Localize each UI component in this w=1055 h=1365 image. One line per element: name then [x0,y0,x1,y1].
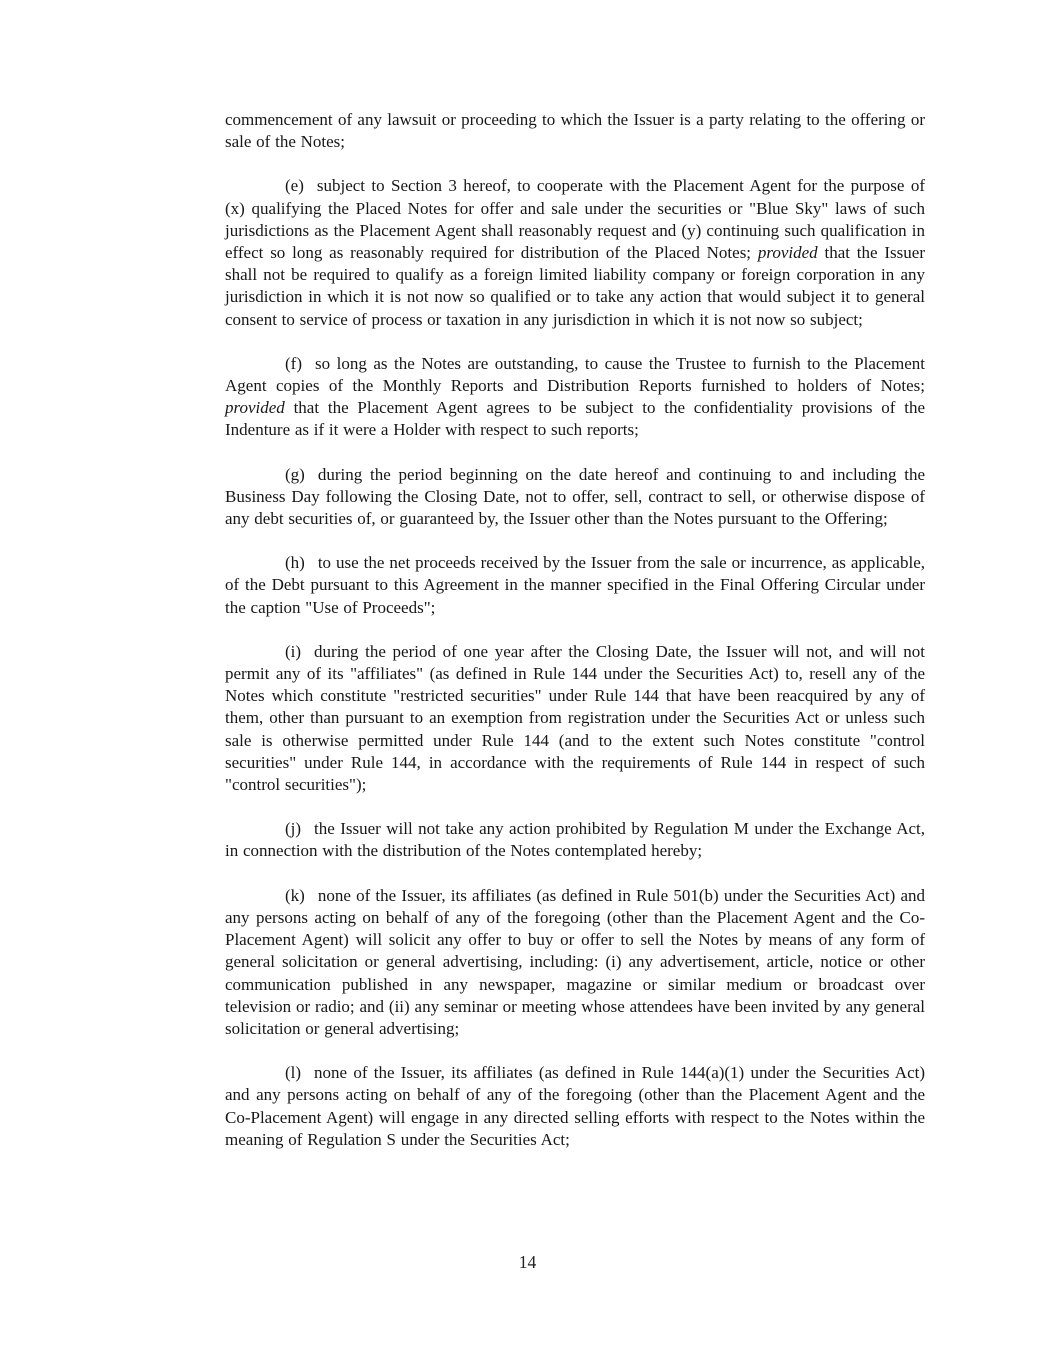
paragraph-text: none of the Issuer, its affiliates (as defined in Rule 501(b) under the Securities Act) and any persons acting on behalf of any of the foregoing (other than the Placement Agent and the Co-Placement Agent) will solicit any offer to buy or offer to sell the Notes by means of any form of general solicitation or general advertising, including: (i) any advertisement, article, notice or other communication published in any newspaper, magazine or similar medium or broadcast over television or radio; and (ii) any seminar or meeting whose attendees have been invited by any general solicitation or general advertising; [225,885,925,1038]
paragraph-text: to use the net proceeds received by the Issuer from the sale or incurrence, as applicable, of the Debt pursuant to this Agreement in the manner specified in the Final Offering Circular under the caption "Use of Proceeds"; [225,553,925,617]
paragraph-text: commencement of any lawsuit or proceeding to which the Issuer is a party relating to the offering or sale of the Notes; [225,110,925,152]
paragraph-text: that the Placement Agent agrees to be subject to the confidentiality provisions of the Indenture as if it were a Holder with respect to such reports; [225,398,925,440]
paragraph-intro [225,109,925,153]
paragraph-text: so long as the Notes are outstanding, to cause the Trustee to furnish to the Placement Agent copies of the Monthly Reports and Distribution Reports furnished to holders of Notes; [225,353,925,396]
paragraph-label: (l) [285,1063,302,1083]
paragraph-h [225,552,925,619]
paragraph-text: the Issuer will not take any action prohibited by Regulation M under the Exchange Act, in connection with the distribution of the Notes contemplated hereby; [225,819,925,861]
paragraph-label: (f) [285,353,302,373]
page-number: 14 [518,1252,537,1272]
paragraph-text: during the period of one year after the Closing Date, the Issuer will not, and will not permit any of its "affiliates" (as defined in Rule 144 under the Securities Act) to, resell any of the Notes which constitute "restricted securities" under Rule 144 that have been reacquired by any of them, other than pursuant to an exemption from registration under the Securities Act or unless such sale is otherwise permitted under Rule 144 (and to the extent such Notes constitute "control securities" under Rule 144, in accordance with the requirements of Rule 144 in respect of such "control securities"); [225,641,925,795]
paragraph-label: (h) [285,553,305,573]
paragraph-text: subject to Section 3 hereof, to cooperate with the Placement Agent for the purpose of (x) qualifying the Placed Notes for offer and sale under the securities or "Blue Sky" laws of such jurisdictions as the Placement Agent shall reasonably request and (y) continuing such qualification in effect so long as reasonably required for distribution of the Placed Notes; [225,176,925,263]
paragraph-text: during the period beginning on the date hereof and continuing to and including the Business Day following the Closing Date, not to offer, sell, contract to sell, or otherwise dispose of any debt securities of, or guaranteed by, the Issuer other than the Notes pursuant to the Offering; [225,464,925,529]
page-content [225,109,925,1173]
paragraph-label: (k) [285,885,305,905]
paragraph-text-italic: provided [757,243,818,263]
paragraph-label: (g) [285,464,305,484]
paragraph-label: (j) [285,819,302,839]
paragraph-j [225,818,925,862]
paragraph-f [225,353,925,442]
paragraph-e [225,175,925,330]
paragraph-label: (e) [285,176,304,196]
paragraph-label: (i) [285,641,302,661]
paragraph-i [225,641,925,796]
paragraph-text: that the Issuer shall not be required to qualify as a foreign limited liability company or foreign corporation in any jurisdiction in which it is not now so qualified or to take any action that would subject it to general consent to service of process or taxation in any jurisdiction in which it is not now so subject; [225,243,925,329]
paragraph-text-italic: provided [225,398,285,418]
paragraph-k [225,885,925,1040]
paragraph-g [225,464,925,531]
paragraph-text: none of the Issuer, its affiliates (as defined in Rule 144(a)(1) under the Securities Act) and any persons acting on behalf of any of the foregoing (other than the Placement Agent and the Co-Placement Agent) will engage in any directed selling efforts with respect to the Notes within the meaning of Regulation S under the Securities Act; [225,1063,925,1149]
paragraph-l [225,1062,925,1151]
